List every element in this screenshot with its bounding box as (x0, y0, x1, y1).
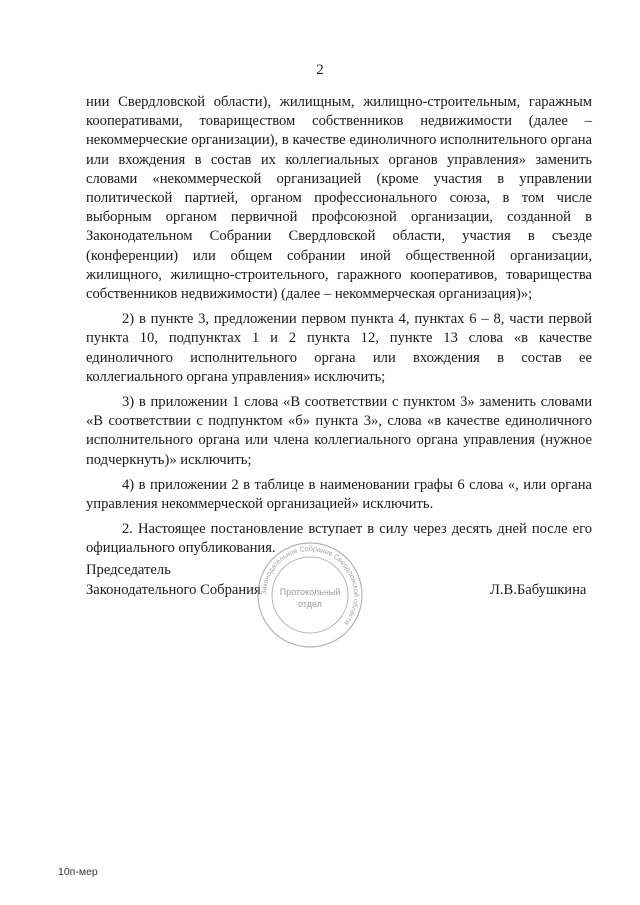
page-number: 2 (316, 62, 324, 78)
signatory-role-line-2: Законодательного Собрания (86, 582, 261, 598)
document-code: 10п-мер (58, 866, 98, 878)
paragraph-item-2: 2) в пункте 3, предложении первом пункта 4, пунктах 6 – 8, части первой пункта 10, подпунктах 1 и 2 пункта 12, пункте 13 слова «в качестве единоличного исполнительного органа или вхождения в состав ее коллегиального органа управления» исключить; (86, 311, 592, 385)
paragraph-item-4: 4) в приложении 2 в таблице в наименовании графы 6 слова «, или органа управления некоммерческой организацией» исключить. (86, 476, 592, 513)
paragraph-item-3: 3) в приложении 1 слова «В соответствии с пунктом 3» заменить словами «В соответствии с подпунктом «б» пункта 3», слова «в качестве единоличного исполнительного органа или члена коллегиального органа управления (нужное подчеркнуть)» исключить; (86, 394, 592, 468)
official-stamp (255, 540, 365, 650)
signatory-name: Л.В.Бабушкина (490, 582, 587, 598)
signatory-role (86, 560, 261, 600)
signatory-role-line-1: Председатель (86, 562, 171, 578)
stamp-inner-line-1: Протокольный (279, 587, 341, 597)
paragraph-continuation: нии Свердловской области), жилищным, жилищно-строительным, гаражным кооперативами, товариществом собственников недвижимости (далее – некоммерческие организации), в качестве единоличного исполнительного органа или вхождения в состав их коллегиальных органов управления» заменить словами «некоммерческой организацией (кроме участия в управлении политической партией, органом профессионального союза, в том числе выборным органом первичной профсоюзной организации, созданной в Законодательном Собрании Свердловской области, участия в съезде (конференции) или общем собрании иной общественной организации, жилищного, жилищно-строительного, гаражного кооперативов, товарищества собственников недвижимости) (далее – некоммерческая организация)»; (86, 94, 592, 303)
paragraph-clause-2: 2. Настоящее постановление вступает в силу через десять дней после его официального опубликования. (86, 521, 592, 557)
stamp-inner-line-2: отдел (298, 599, 322, 609)
document-body (86, 93, 592, 565)
stamp-outer-text: Законодательное Собрание Свердловской области (260, 545, 360, 626)
